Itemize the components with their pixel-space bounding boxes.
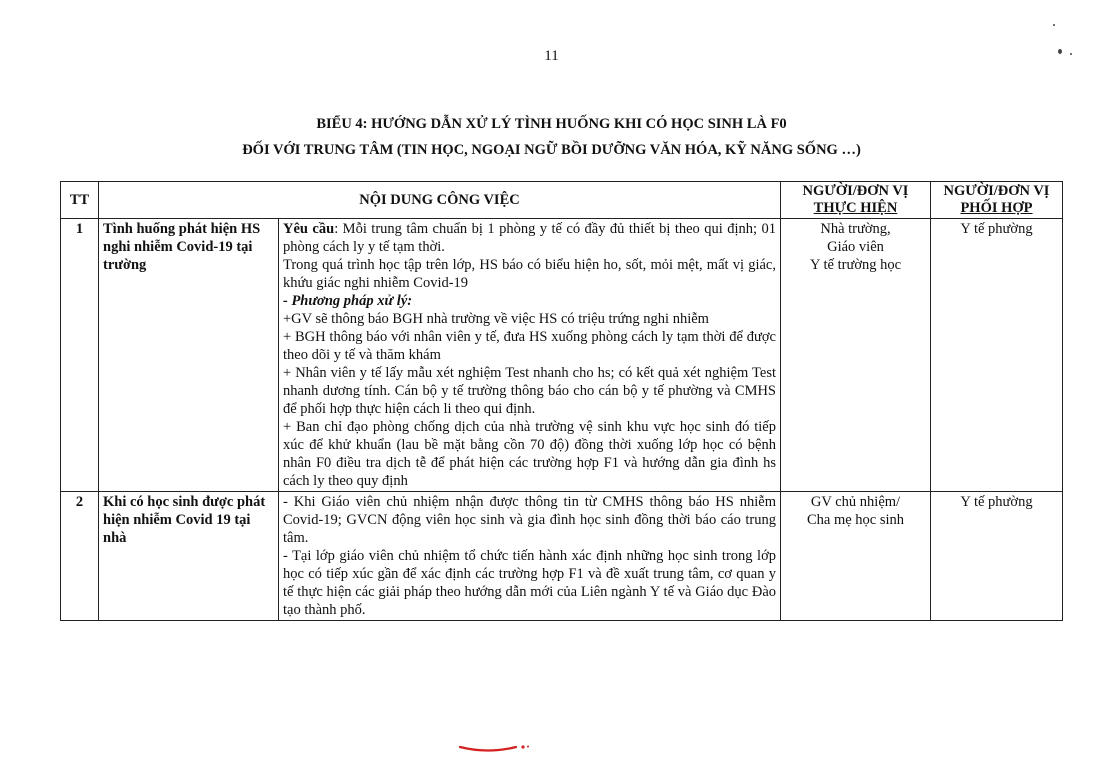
row-number: 1 [61, 219, 99, 492]
red-stamp-mark [458, 745, 530, 753]
step-item: +GV sẽ thông báo BGH nhà trường về việc HS có triệu trứng nghi nhiễm [283, 311, 709, 327]
document-title: BIỂU 4: HƯỚNG DẪN XỬ LÝ TÌNH HUỐNG KHI CÓ HỌC SINH LÀ F0 [316, 116, 787, 132]
performer-line: Y tế trường học [809, 257, 902, 273]
performer-line: Cha mẹ học sinh [806, 512, 905, 528]
page-number: 11 [544, 48, 559, 64]
guidance-table [60, 181, 1063, 621]
header-coordinator-line1: NGƯỜI/ĐƠN VỊ [943, 183, 1050, 199]
header-performer [781, 182, 931, 219]
step-item: - Tại lớp giáo viên chủ nhiệm tổ chức tiến hành xác định những học sinh trong lớp học có tiếp xúc gần để xác định các trường hợp F1 và đề xuất trung tâm, cơ quan y tế thực hiện các giải pháp theo hướng dẫn mới của Liên ngành Y tế và Giáo dục Đào tạo thành phố. [283, 548, 776, 618]
table-header-row [61, 182, 1063, 219]
requirement-text: : Mỗi trung tâm chuẩn bị 1 phòng y tế có đầy đủ thiết bị theo qui định; 01 phòng cách ly y tế tạm thời. [283, 221, 776, 255]
scan-speck [1070, 53, 1072, 55]
coordinator-cell: Y tế phường [931, 219, 1063, 492]
table-row [61, 492, 1063, 621]
performer-line: Giáo viên [827, 239, 884, 255]
method-label: - Phương pháp xử lý: [283, 293, 413, 309]
content-cell [279, 492, 781, 621]
requirement-paragraph [283, 220, 776, 256]
step-item: - Khi Giáo viên chủ nhiệm nhận được thông tin từ CMHS thông báo HS nhiễm Covid-19; GVCN động viên học sinh và gia đình học sinh đồng thời báo cáo trung tâm. [283, 494, 776, 546]
header-tt: TT [61, 182, 99, 219]
coordinator-cell: Y tế phường [931, 492, 1063, 621]
row-number: 2 [61, 492, 99, 621]
header-coordinator-line2: PHỐI HỢP [960, 200, 1033, 216]
table-row [61, 219, 1063, 492]
performer-cell [781, 219, 931, 492]
performer-line: Nhà trường, [820, 221, 891, 237]
performer-line: GV chủ nhiệm/ [810, 494, 901, 510]
scan-speck [1058, 49, 1062, 54]
header-content: NỘI DUNG CÔNG VIỆC [99, 182, 781, 219]
step-item: + BGH thông báo với nhân viên y tế, đưa HS xuống phòng cách ly tạm thời để được theo dõi y tế và thăm khám [283, 329, 776, 363]
header-performer-line1: NGƯỜI/ĐƠN VỊ [802, 183, 909, 199]
symptom-paragraph: Trong quá trình học tập trên lớp, HS báo có biểu hiện ho, sốt, mỏi mệt, mất vị giác, khứu giác nghi nhiễm Covid-19 [283, 257, 776, 291]
content-cell [279, 219, 781, 492]
step-item: + Ban chỉ đạo phòng chống dịch của nhà trường vệ sinh khu vực học sinh đó tiếp xúc để khử khuẩn (lau bề mặt bằng cồn 70 độ) đồng thời xuống lớp học có bệnh nhân F0 điều tra dịch tễ để phát hiện các trường hợp F1 và hướng dẫn gia đình hs cách ly theo quy định [283, 419, 776, 489]
scan-speck [1053, 24, 1055, 26]
header-performer-line2: THỰC HIỆN [813, 200, 898, 216]
performer-cell [781, 492, 931, 621]
situation-cell: Khi có học sinh được phát hiện nhiễm Covid 19 tại nhà [99, 492, 279, 621]
step-item: + Nhân viên y tế lấy mẫu xét nghiệm Test nhanh cho hs; có kết quả xét nghiệm Test nhanh dương tính. Cán bộ y tế trường thông báo cho cán bộ y tế phường và CMHS để phối hợp thực hiện cách li theo qui định. [283, 365, 776, 417]
document-subtitle: ĐỐI VỚI TRUNG TÂM (TIN HỌC, NGOẠI NGỮ BỒI DƯỠNG VĂN HÓA, KỸ NĂNG SỐNG …) [242, 142, 861, 158]
requirement-label: Yêu cầu [283, 221, 335, 237]
situation-cell: Tình huống phát hiện HS nghi nhiễm Covid-19 tại trường [99, 219, 279, 492]
header-coordinator [931, 182, 1063, 219]
